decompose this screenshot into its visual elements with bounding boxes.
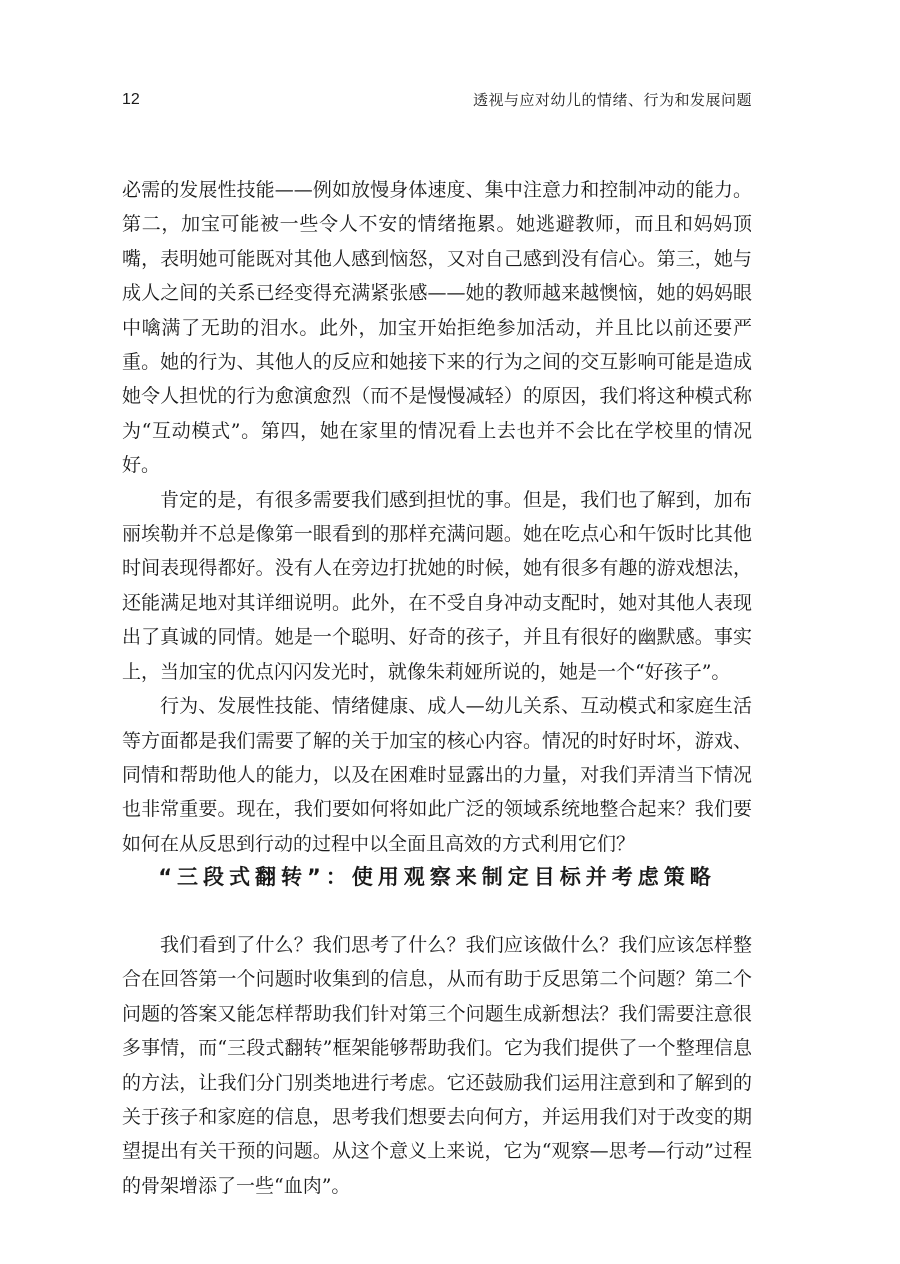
body-text-lower — [122, 928, 752, 1203]
page-number: 12 — [122, 91, 140, 108]
body-text-upper — [122, 173, 752, 861]
paragraph: 行为、发展性技能、情绪健康、成人—幼儿关系、互动模式和家庭生活等方面都是我们需要了解的关于加宝的核心内容。情况的时好时坏，游戏、同情和帮助他人的能力，以及在困难时显露出的力量，对我们弄清当下情况也非常重要。现在，我们要如何将如此广泛的领域系统地整合起来？我们要如何在从反思到行动的过程中以全面且高效的方式利用它们？ — [122, 695, 752, 855]
paragraph-continued: 必需的发展性技能——例如放慢身体速度、集中注意力和控制冲动的能力。第二，加宝可能被一些令人不安的情绪拖累。她逃避教师，而且和妈妈顶嘴，表明她可能既对其他人感到恼怒，又对自己感到没有信心。第三，她与成人之间的关系已经变得充满紧张感——她的教师越来越懊恼，她的妈妈眼中噙满了无助的泪水。此外，加宝开始拒绝参加活动，并且比以前还要严重。她的行为、其他人的反应和她接下来的行为之间的交互影响可能是造成她令人担忧的行为愈演愈烈（而不是慢慢减轻）的原因，我们将这种模式称为“互动模式”。第四，她在家里的情况看上去也并不会比在学校里的情况好。 — [122, 179, 752, 477]
running-header-title: 透视与应对幼儿的情绪、行为和发展问题 — [472, 91, 752, 109]
paragraph: 我们看到了什么？我们思考了什么？我们应该做什么？我们应该怎样整合在回答第一个问题时收集到的信息，从而有助于反思第二个问题？第二个问题的答案又能怎样帮助我们针对第三个问题生成新想法？我们需要注意很多事情，而“三段式翻转”框架能够帮助我们。它为我们提供了一个整理信息的方法，让我们分门别类地进行考虑。它还鼓励我们运用注意到和了解到的关于孩子和家庭的信息，思考我们想要去向何方，并运用我们对于改变的期望提出有关干预的问题。从这个意义上来说，它为“观察—思考—行动”过程的骨架增添了一些“血肉”。 — [122, 934, 752, 1197]
paragraph: 肯定的是，有很多需要我们感到担忧的事。但是，我们也了解到，加布丽埃勒并不总是像第一眼看到的那样充满问题。她在吃点心和午饭时比其他时间表现得都好。没有人在旁边打扰她的时候，她有很多有趣的游戏想法，还能满足地对其详细说明。此外，在不受自身冲动支配时，她对其他人表现出了真诚的同情。她是一个聪明、好奇的孩子，并且有很好的幽默感。事实上，当加宝的优点闪闪发光时，就像朱莉娅所说的，她是一个“好孩子”。 — [122, 488, 752, 683]
section-heading: “三段式翻转”：使用观察来制定目标并考虑策略 — [158, 865, 716, 889]
